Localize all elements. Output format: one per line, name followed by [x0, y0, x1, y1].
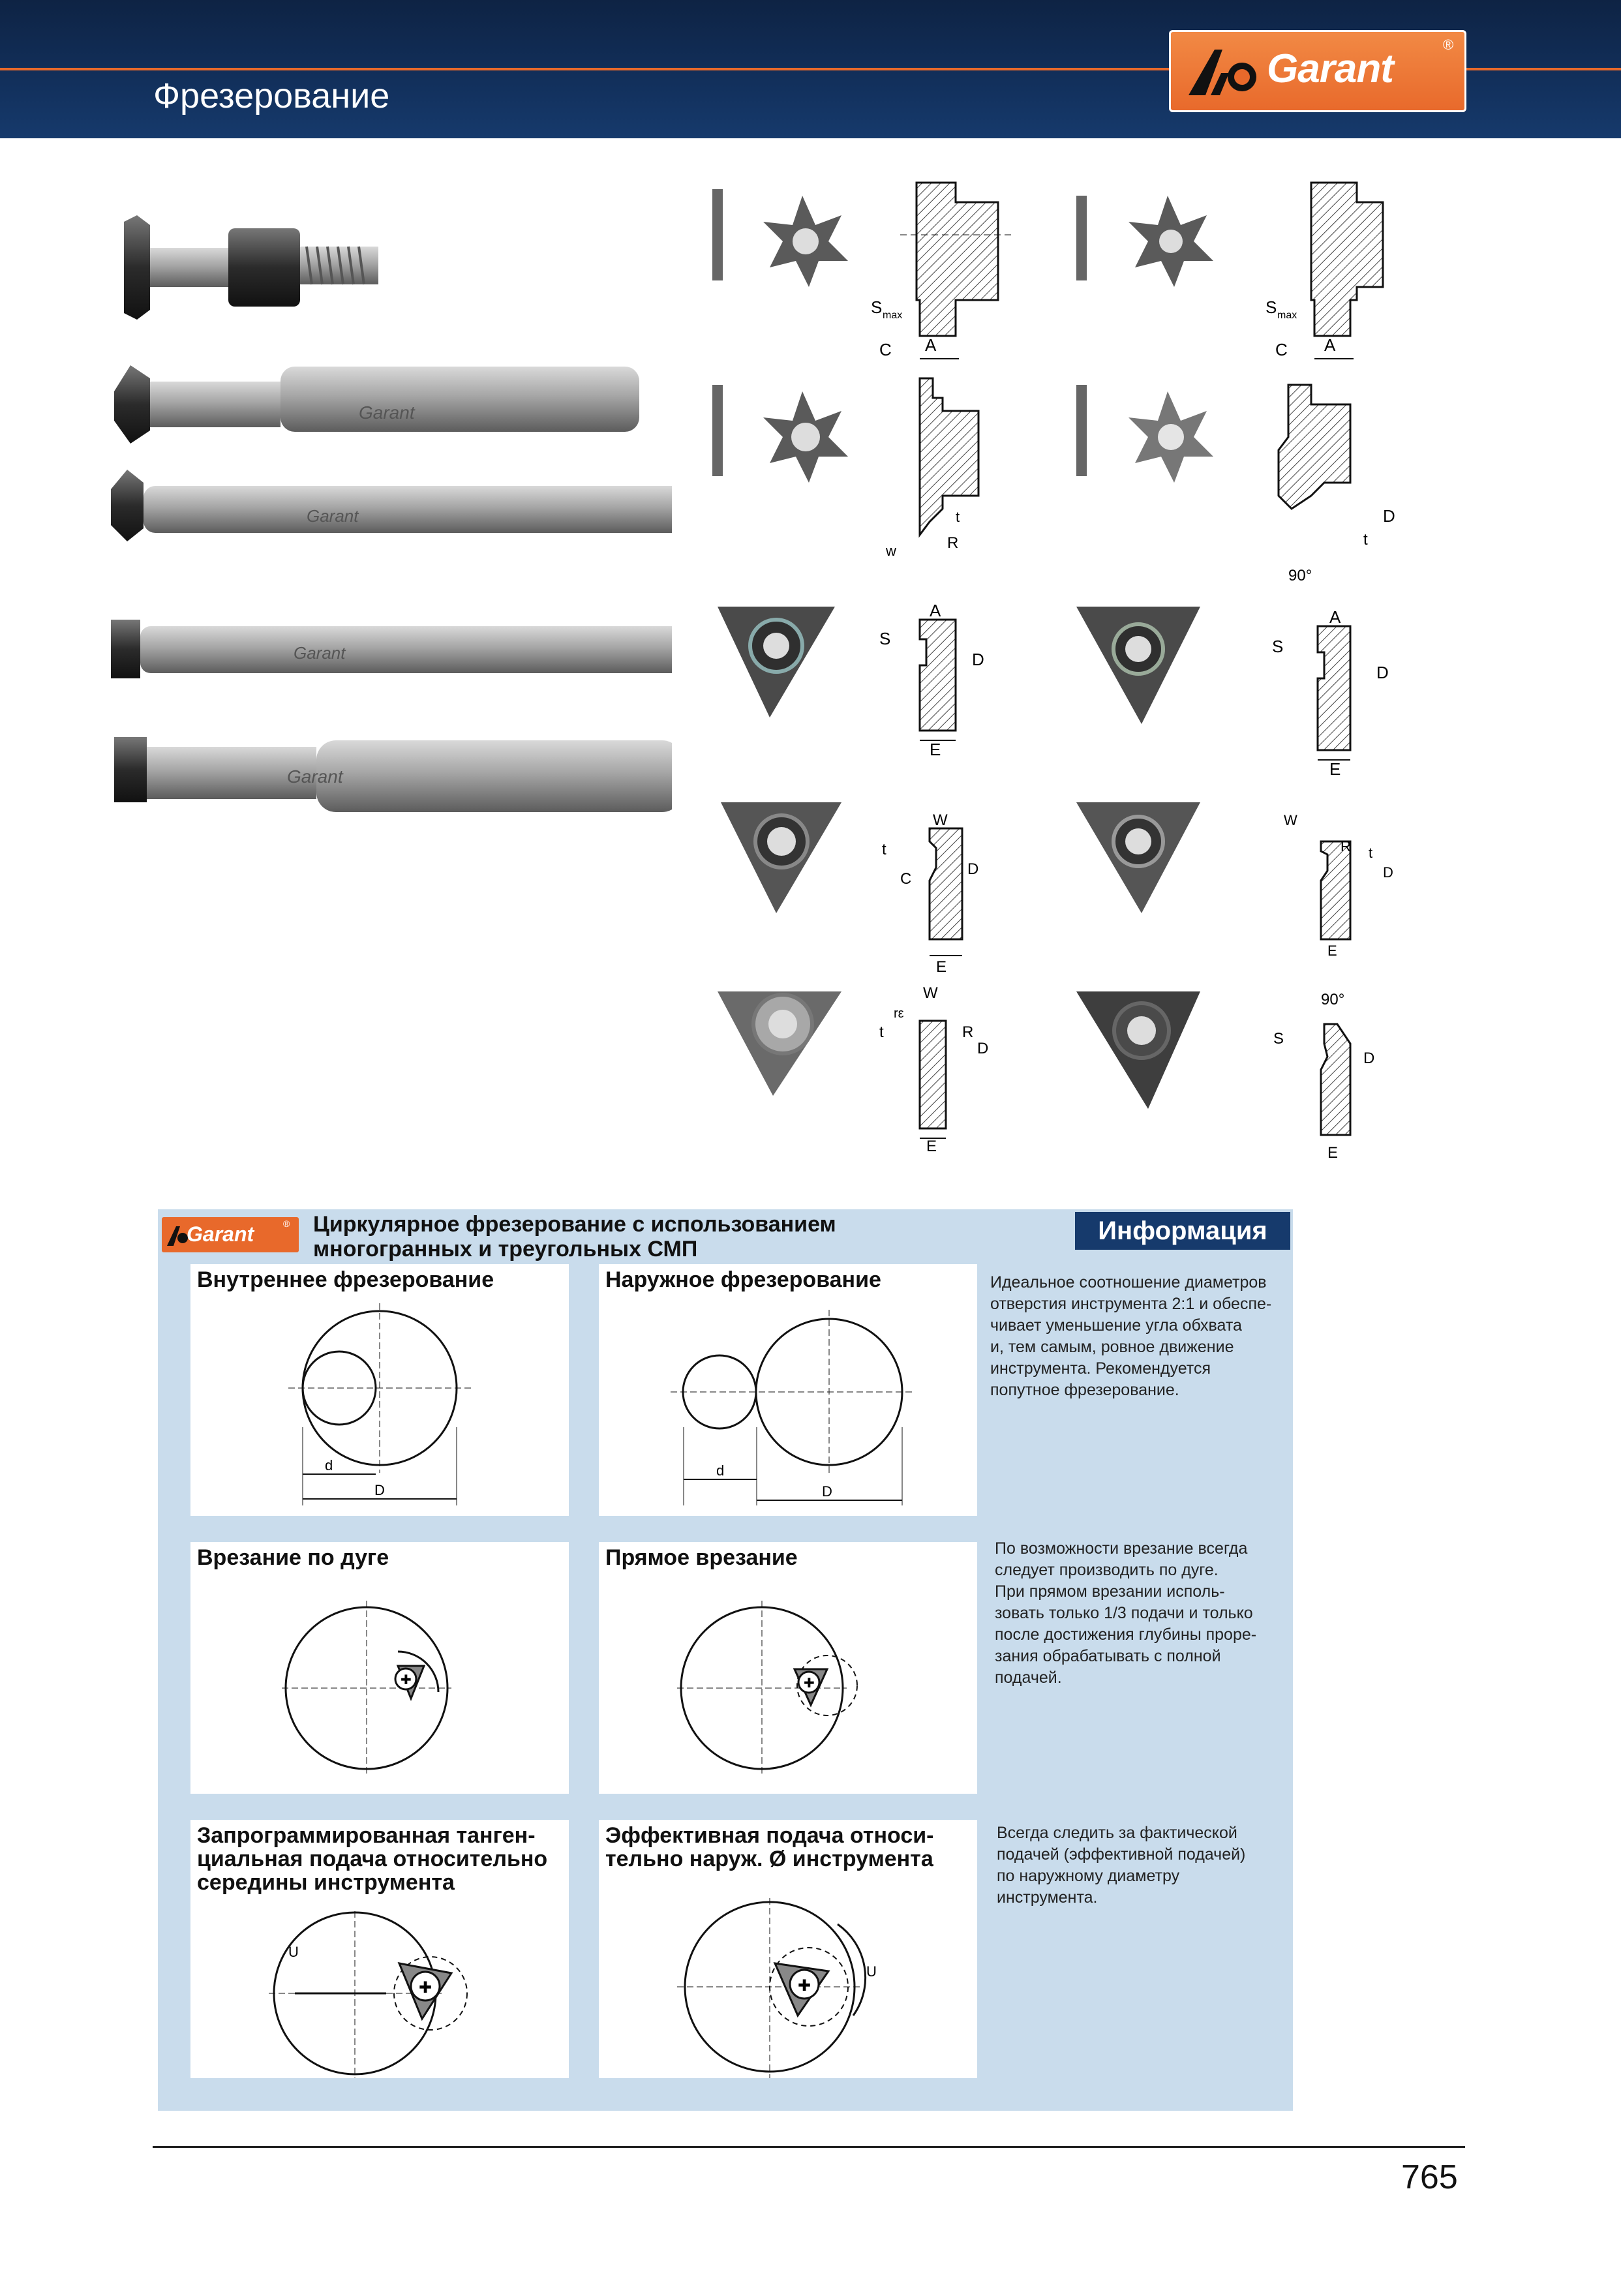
arc-entry-diagram	[190, 1542, 569, 1794]
insert-triangle-4	[1076, 802, 1200, 913]
label-t-7: t	[882, 841, 886, 858]
profile-diagram-8	[1284, 812, 1393, 959]
page-title: Фрезерование	[153, 76, 390, 115]
card-title-straight: Прямое врезание	[605, 1545, 798, 1570]
note1-line: инструмента. Рекомендуется	[990, 1359, 1211, 1378]
title-line: тельно наруж. Ø инструмента	[605, 1847, 933, 1871]
card-title-arc: Врезание по дуге	[197, 1545, 389, 1570]
note2-line: зовать только 1/3 подачи и только	[995, 1604, 1253, 1622]
card-arc-entry	[190, 1542, 569, 1794]
insert-triangle-3	[721, 802, 841, 913]
card-title-external: Наружное фрезерование	[605, 1267, 881, 1292]
label-d-big: D	[374, 1482, 385, 1498]
footer-rule	[153, 2146, 1465, 2148]
profile-diagram-10	[1273, 991, 1374, 1161]
logo-text: Garant	[1267, 46, 1393, 91]
profile-diagram-7	[882, 811, 978, 976]
profile-diagram-9	[879, 984, 988, 1155]
insert-star-3	[712, 385, 848, 483]
logo-registered: ®	[1443, 37, 1454, 53]
title-line: Запрограммированная танген-	[197, 1823, 536, 1848]
label-s-sub-2: max	[1277, 310, 1297, 321]
note2-line: По возможности врезание всегда	[995, 1539, 1248, 1558]
label-u: U	[288, 1944, 299, 1960]
label-d-6: D	[1376, 663, 1389, 682]
panel-logo-text: Garant	[187, 1222, 254, 1246]
label-d-small: d	[325, 1457, 333, 1473]
tool-photo-2	[114, 365, 639, 444]
note-diameter-ratio	[990, 1272, 1277, 1401]
panel-garant-logo	[162, 1217, 299, 1252]
label-d-small-ext: d	[716, 1462, 725, 1479]
note1-line: чивает уменьшение угла обхвата	[990, 1316, 1242, 1335]
external-milling-diagram	[599, 1264, 977, 1516]
title-line: середины инструмента	[197, 1870, 455, 1895]
note-effective-feed	[997, 1822, 1284, 1909]
svg-text:✚: ✚	[419, 1979, 432, 1997]
tool-brand-2: Garant	[359, 402, 415, 423]
label-d-9: D	[977, 1040, 989, 1057]
tool-photo-4	[111, 620, 672, 678]
label-e-8: E	[1327, 943, 1337, 959]
label-w-9: W	[923, 984, 938, 1002]
note1-line: Идеальное соотношение диаметров	[990, 1273, 1267, 1292]
label-d-7: D	[967, 860, 979, 878]
label-s-5: S	[879, 629, 891, 648]
insert-triangle-6	[1076, 991, 1200, 1109]
card-tangential-feed	[190, 1820, 569, 2078]
label-u-effective: U	[866, 1963, 877, 1980]
label-s-6: S	[1272, 637, 1284, 656]
label-t-4: t	[1363, 531, 1368, 549]
label-r-8: R	[1341, 838, 1351, 854]
label-t-8: t	[1369, 845, 1373, 861]
card-title-internal: Внутреннее фрезерование	[197, 1267, 494, 1292]
label-a-6: A	[1329, 607, 1341, 627]
label-re-9: rε	[894, 1006, 904, 1021]
label-angle-10: 90°	[1321, 991, 1345, 1008]
svg-text:✚: ✚	[401, 1673, 412, 1687]
label-d-big-ext: D	[822, 1483, 832, 1500]
note3-line: инструмента.	[997, 1888, 1098, 1907]
label-e-9: E	[926, 1138, 937, 1155]
panel-title-line1: Циркулярное фрезерование с использованием	[313, 1212, 836, 1237]
label-t-9: t	[879, 1023, 884, 1041]
insert-triangle-5	[718, 991, 841, 1096]
label-e-10: E	[1327, 1144, 1339, 1161]
label-c-2: C	[1275, 340, 1288, 359]
label-w-8: W	[1284, 812, 1297, 828]
tool-photo-1	[124, 215, 378, 320]
tangential-feed-diagram	[190, 1820, 569, 2078]
panel-logo-registered: ®	[283, 1218, 290, 1229]
label-a-5: A	[930, 601, 941, 620]
insert-star-2	[1076, 196, 1213, 287]
label-r: R	[947, 534, 959, 552]
tool-photo-3	[111, 470, 672, 541]
info-badge: Информация	[1075, 1212, 1290, 1250]
svg-text:✚: ✚	[804, 1676, 815, 1691]
label-s-sub: max	[883, 310, 903, 321]
card-effective-feed	[599, 1820, 977, 2078]
note2-line: При прямом врезании исполь-	[995, 1582, 1225, 1601]
milling-tools-photos	[111, 196, 672, 822]
card-straight-entry	[599, 1542, 977, 1794]
note1-line: отверстия инструмента 2:1 и обеспе-	[990, 1295, 1272, 1313]
tool-brand-3: Garant	[307, 506, 359, 526]
label-c: C	[879, 340, 892, 359]
insert-star-4	[1076, 385, 1213, 483]
label-d-4: D	[1383, 506, 1395, 526]
insert-profile-grid	[704, 170, 1474, 1161]
card-internal-milling	[190, 1264, 569, 1516]
panel-logo-icon	[163, 1217, 189, 1252]
label-e-6: E	[1329, 759, 1341, 779]
note2-line: подачей.	[995, 1669, 1062, 1687]
panel-title	[313, 1212, 1031, 1261]
panel-title-line2: многогранных и треугольных СМП	[313, 1237, 698, 1261]
profile-diagram-6	[1272, 607, 1389, 779]
label-s: S	[871, 297, 883, 317]
note1-line: и, тем самым, ровное движение	[990, 1338, 1234, 1356]
label-d-5: D	[972, 650, 984, 669]
label-r-9: R	[962, 1023, 974, 1041]
note1-line: попутное фрезерование.	[990, 1381, 1179, 1399]
label-angle-4: 90°	[1288, 567, 1312, 584]
tool-brand-5: Garant	[287, 766, 343, 787]
title-line: Эффективная подача относи-	[605, 1823, 934, 1848]
note2-line: зания обрабатывать с полной	[995, 1647, 1221, 1665]
profile-diagram-2	[1265, 183, 1383, 359]
page-number: 765	[1401, 2158, 1458, 2196]
card-external-milling	[599, 1264, 977, 1516]
profile-diagram-3	[885, 378, 978, 559]
note3-line: Всегда следить за фактической	[997, 1824, 1237, 1842]
label-s-10: S	[1273, 1030, 1284, 1048]
label-e-7: E	[936, 958, 947, 976]
profile-diagram-4	[1279, 385, 1395, 584]
profile-diagram-1	[871, 183, 1011, 359]
label-t: t	[956, 509, 960, 525]
label-a-2: A	[1324, 335, 1336, 355]
insert-triangle-1	[718, 607, 835, 718]
garant-logo-icon	[1169, 30, 1267, 112]
tool-brand-4: Garant	[294, 643, 346, 663]
label-s-2: S	[1265, 297, 1277, 317]
note2-line: следует производить по дуге.	[995, 1561, 1219, 1579]
note3-line: подачей (эффективной подачей)	[997, 1845, 1246, 1864]
straight-entry-diagram	[599, 1542, 977, 1794]
garant-logo	[1169, 30, 1466, 112]
label-w: w	[886, 543, 896, 559]
profile-diagram-5	[879, 601, 984, 759]
label-c-7: C	[900, 870, 912, 888]
note-arc-entry	[995, 1538, 1282, 1689]
svg-text:✚: ✚	[798, 1977, 811, 1995]
insert-star-1	[712, 189, 848, 287]
note3-line: по наружному диаметру	[997, 1867, 1180, 1885]
label-d-10: D	[1363, 1050, 1375, 1067]
label-a: A	[925, 335, 937, 355]
insert-triangle-2	[1076, 607, 1200, 724]
label-d-8: D	[1383, 864, 1393, 881]
note2-line: после достижения глубины прорe-	[995, 1625, 1257, 1644]
title-line: циальная подача относительно	[197, 1847, 548, 1871]
internal-milling-diagram	[190, 1264, 569, 1516]
label-e-5: E	[930, 740, 941, 759]
tool-photo-5	[114, 737, 672, 812]
label-w-7: W	[933, 811, 948, 829]
effective-feed-diagram	[599, 1820, 977, 2078]
